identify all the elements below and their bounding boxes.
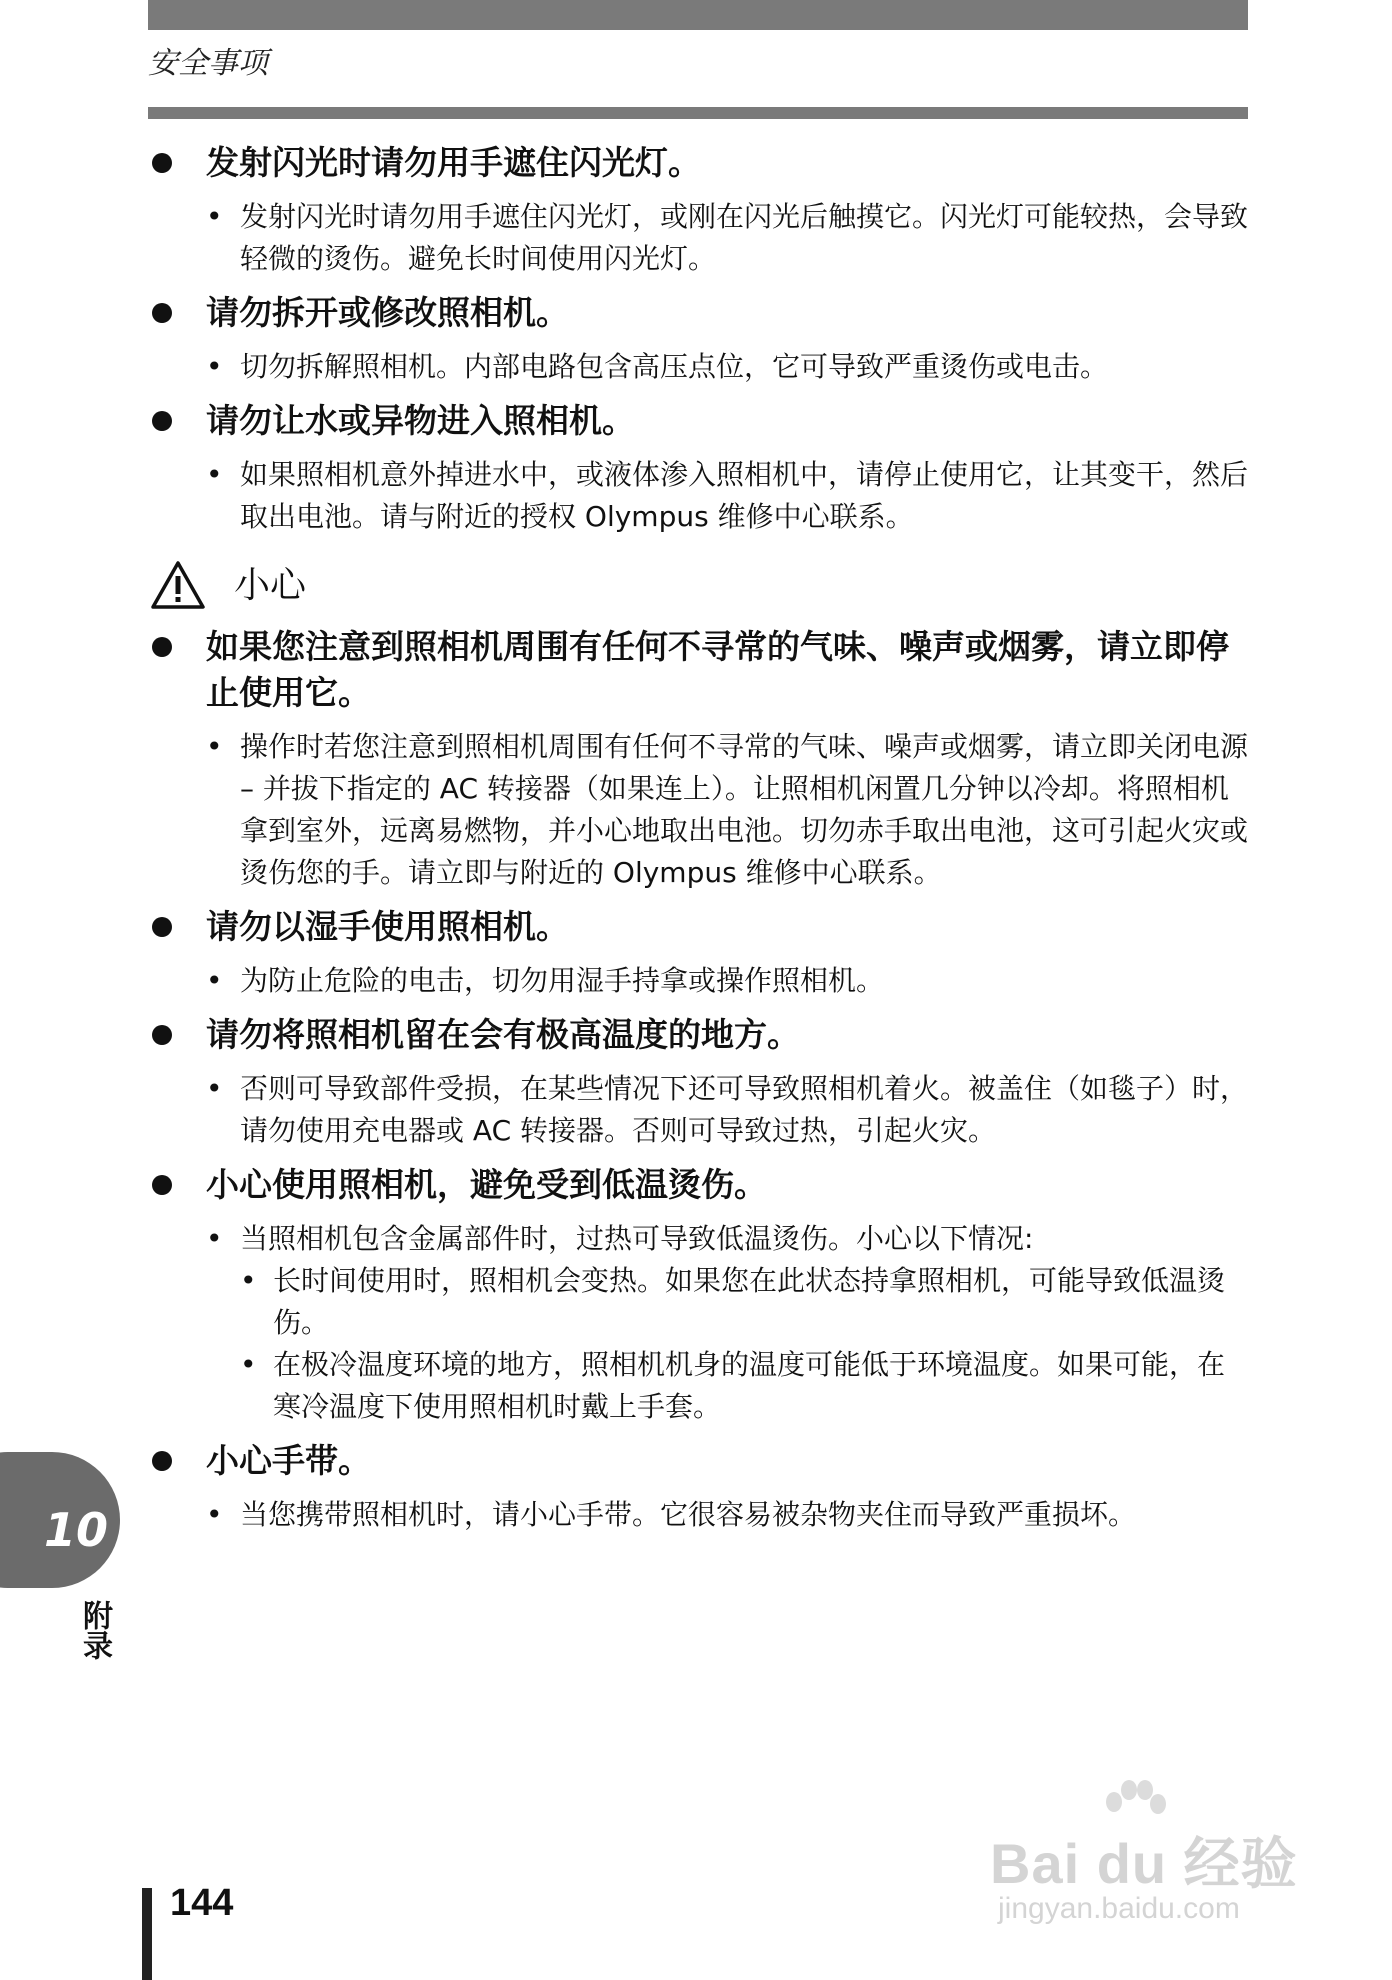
watermark-url: jingyan.baidu.com bbox=[998, 1892, 1240, 1925]
bullet-dot-icon bbox=[152, 411, 172, 431]
page-number: 144 bbox=[170, 1882, 234, 1924]
section-heading: 发射闪光时请勿用手遮住闪光灯。 bbox=[148, 140, 1248, 186]
caution-label: 小心 bbox=[234, 565, 307, 606]
section-heading: 小心使用照相机，避免受到低温烫伤。 bbox=[148, 1162, 1248, 1208]
chapter-number: 10 bbox=[44, 1503, 109, 1557]
caution-heading bbox=[148, 556, 1248, 616]
watermark bbox=[990, 1780, 1320, 1930]
section bbox=[148, 398, 1248, 538]
section-heading: 请勿将照相机留在会有极高温度的地方。 bbox=[148, 1012, 1248, 1058]
list-item: • 发射闪光时请勿用手遮住闪光灯，或刚在闪光后触摸它。闪光灯可能较热，会导致轻微的烫伤。避免长时间使用闪光灯。 bbox=[148, 196, 1248, 280]
section-heading: 小心手带。 bbox=[148, 1438, 1248, 1484]
list-item: • 操作时若您注意到照相机周围有任何不寻常的气味、噪声或烟雾，请立即关闭电源 – 并拔下指定的 AC 转接器（如果连上）。让照相机闲置几分钟以冷却。将照相机拿到室外，远离易燃物，并小心地取出电池。切勿赤手取出电池，这可引起火灾或烫伤您的手。请立即与附近的 Olympus 维修中心联系。 bbox=[148, 726, 1248, 894]
bullet-dot-icon bbox=[152, 303, 172, 323]
list-item: • 当照相机包含金属部件时，过热可导致低温烫伤。小心以下情况: bbox=[148, 1218, 1248, 1260]
bullet-icon: • bbox=[206, 350, 223, 383]
bullet-dot-icon bbox=[152, 153, 172, 173]
section bbox=[148, 1012, 1248, 1152]
page-content bbox=[148, 140, 1248, 1536]
page-title: 安全事项 bbox=[148, 46, 268, 81]
section bbox=[148, 904, 1248, 1002]
bullet-icon: • bbox=[240, 1264, 257, 1297]
header-rule bbox=[148, 107, 1248, 119]
list-item: • 当您携带照相机时，请小心手带。它很容易被杂物夹住而导致严重损坏。 bbox=[148, 1494, 1248, 1536]
section-heading: 请勿让水或异物进入照相机。 bbox=[148, 398, 1248, 444]
bullet-dot-icon bbox=[152, 1175, 172, 1195]
bullet-icon: • bbox=[206, 730, 223, 763]
section bbox=[148, 290, 1248, 388]
bullet-icon: • bbox=[206, 1498, 223, 1531]
bullet-icon: • bbox=[240, 1348, 257, 1381]
bullet-dot-icon bbox=[152, 917, 172, 937]
header-top-bar bbox=[148, 0, 1248, 30]
bullet-icon: • bbox=[206, 1072, 223, 1105]
watermark-logo: Bai du 经验 bbox=[990, 1832, 1298, 1895]
section-heading: 如果您注意到照相机周围有任何不寻常的气味、噪声或烟雾，请立即停止使用它。 bbox=[148, 624, 1248, 716]
bullet-dot-icon bbox=[152, 1451, 172, 1471]
section bbox=[148, 624, 1248, 894]
bullet-dot-icon bbox=[152, 637, 172, 657]
section bbox=[148, 1162, 1248, 1428]
list-item: • 长时间使用时，照相机会变热。如果您在此状态持拿照相机，可能导致低温烫伤。 bbox=[148, 1260, 1248, 1344]
warning-icon bbox=[150, 560, 206, 610]
list-item: • 如果照相机意外掉进水中，或液体渗入照相机中，请停止使用它，让其变干，然后取出电池。请与附近的授权 Olympus 维修中心联系。 bbox=[148, 454, 1248, 538]
section-heading: 请勿拆开或修改照相机。 bbox=[148, 290, 1248, 336]
bullet-dot-icon bbox=[152, 1025, 172, 1045]
section bbox=[148, 1438, 1248, 1536]
page-number-bar bbox=[142, 1888, 152, 1980]
list-item: • 在极冷温度环境的地方，照相机机身的温度可能低于环境温度。如果可能，在寒冷温度下使用照相机时戴上手套。 bbox=[148, 1344, 1248, 1428]
bullet-icon: • bbox=[206, 964, 223, 997]
list-item: • 为防止危险的电击，切勿用湿手持拿或操作照相机。 bbox=[148, 960, 1248, 1002]
bullet-icon: • bbox=[206, 200, 223, 233]
section-heading: 请勿以湿手使用照相机。 bbox=[148, 904, 1248, 950]
list-item: • 否则可导致部件受损，在某些情况下还可导致照相机着火。被盖住（如毯子）时，请勿使用充电器或 AC 转接器。否则可导致过热，引起火灾。 bbox=[148, 1068, 1248, 1152]
bullet-icon: • bbox=[206, 1222, 223, 1255]
list-item: • 切勿拆解照相机。内部电路包含高压点位，它可导致严重烫伤或电击。 bbox=[148, 346, 1248, 388]
chapter-label: 附录 bbox=[77, 1600, 112, 1660]
bullet-icon: • bbox=[206, 458, 223, 491]
section bbox=[148, 140, 1248, 280]
